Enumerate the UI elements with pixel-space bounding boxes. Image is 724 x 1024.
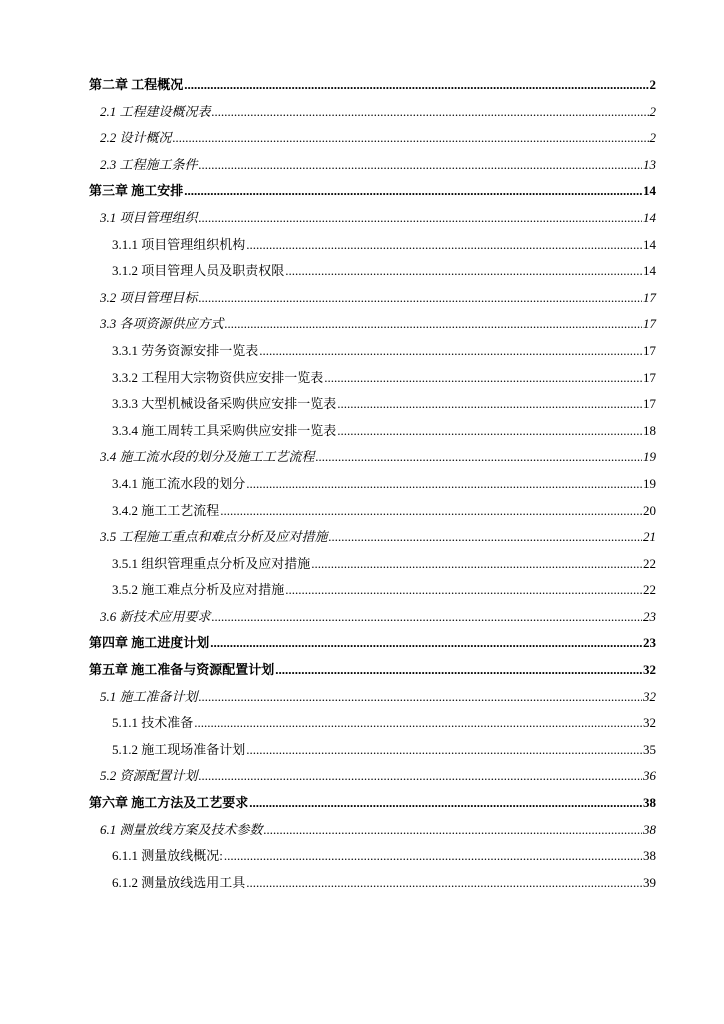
toc-dot-leader (212, 99, 649, 126)
table-of-contents (89, 72, 656, 896)
toc-section-entry[interactable] (89, 99, 656, 126)
toc-page-number: 17 (643, 316, 656, 332)
toc-dot-leader (199, 684, 642, 711)
toc-subsection-entry[interactable] (89, 870, 656, 897)
toc-section-entry[interactable] (89, 524, 656, 551)
toc-dot-leader (225, 311, 642, 338)
toc-entry-title: 3.4 施工流水段的划分及施工工艺流程 (100, 449, 315, 465)
toc-section-entry[interactable] (89, 444, 656, 471)
toc-page-number: 38 (643, 848, 656, 864)
toc-dot-leader (337, 391, 642, 418)
toc-entry-title: 第六章 施工方法及工艺要求 (89, 795, 249, 811)
toc-page-number: 14 (643, 209, 656, 225)
toc-dot-leader (220, 498, 642, 525)
toc-entry-title: 第五章 施工准备与资源配置计划 (89, 662, 275, 678)
toc-entry-title: 3.3 各项资源供应方式 (100, 316, 224, 332)
toc-dot-leader (199, 205, 642, 232)
toc-page-number: 20 (643, 502, 656, 518)
toc-dot-leader (184, 178, 642, 205)
toc-dot-leader (184, 72, 648, 99)
toc-dot-leader (316, 444, 642, 471)
toc-subsection-entry[interactable] (89, 577, 656, 604)
toc-entry-title: 3.5.2 施工难点分析及应对措施 (112, 582, 285, 598)
toc-entry-title: 3.4.2 施工工艺流程 (112, 502, 220, 518)
toc-page-number: 32 (643, 662, 656, 678)
toc-dot-leader (224, 843, 642, 870)
toc-chapter-entry[interactable] (89, 72, 656, 99)
toc-dot-leader (246, 870, 642, 897)
toc-dot-leader (212, 604, 642, 631)
toc-dot-leader (199, 763, 642, 790)
toc-subsection-entry[interactable] (89, 471, 656, 498)
toc-page-number: 23 (643, 608, 656, 624)
toc-page-number: 22 (643, 555, 656, 571)
toc-subsection-entry[interactable] (89, 498, 656, 525)
toc-page-number: 13 (643, 156, 656, 172)
toc-chapter-entry[interactable] (89, 630, 656, 657)
toc-page-number: 17 (643, 369, 656, 385)
toc-page-number: 38 (643, 821, 656, 837)
toc-entry-title: 3.4.1 施工流水段的划分 (112, 475, 246, 491)
toc-entry-title: 第三章 施工安排 (89, 183, 184, 199)
toc-chapter-entry[interactable] (89, 657, 656, 684)
toc-entry-title: 3.1.2 项目管理人员及职责权限 (112, 263, 285, 279)
toc-subsection-entry[interactable] (89, 418, 656, 445)
toc-subsection-entry[interactable] (89, 551, 656, 578)
toc-page-number: 36 (643, 768, 656, 784)
toc-entry-title: 3.3.1 劳务资源安排一览表 (112, 342, 259, 358)
toc-page-number: 2 (649, 103, 656, 119)
toc-page-number: 2 (649, 77, 656, 92)
toc-page-number: 17 (643, 396, 656, 412)
toc-entry-title: 3.1.1 项目管理组织机构 (112, 236, 246, 252)
toc-entry-title: 3.5 工程施工重点和难点分析及应对措施 (100, 529, 328, 545)
toc-page-number: 17 (643, 289, 656, 305)
toc-entry-title: 2.1 工程建设概况表 (100, 103, 211, 119)
toc-subsection-entry[interactable] (89, 843, 656, 870)
toc-entry-title: 3.2 项目管理目标 (100, 289, 198, 305)
toc-entry-title: 2.2 设计概况 (100, 130, 172, 146)
toc-dot-leader (246, 471, 642, 498)
toc-entry-title: 3.6 新技术应用要求 (100, 608, 211, 624)
toc-chapter-entry[interactable] (89, 790, 656, 817)
toc-dot-leader (259, 338, 642, 365)
toc-page-number: 18 (643, 422, 656, 438)
toc-page-number: 39 (643, 874, 656, 890)
toc-dot-leader (329, 524, 642, 551)
toc-dot-leader (199, 152, 642, 179)
toc-dot-leader (249, 790, 642, 817)
toc-section-entry[interactable] (89, 152, 656, 179)
toc-dot-leader (275, 657, 642, 684)
toc-subsection-entry[interactable] (89, 391, 656, 418)
toc-subsection-entry[interactable] (89, 737, 656, 764)
toc-entry-title: 3.1 项目管理组织 (100, 209, 198, 225)
toc-dot-leader (337, 418, 642, 445)
toc-page-number: 14 (643, 236, 656, 252)
toc-page-number: 21 (643, 529, 656, 545)
toc-chapter-entry[interactable] (89, 178, 656, 205)
toc-section-entry[interactable] (89, 125, 656, 152)
toc-dot-leader (285, 258, 642, 285)
toc-entry-title: 3.3.4 施工周转工具采购供应安排一览表 (112, 422, 337, 438)
toc-section-entry[interactable] (89, 604, 656, 631)
toc-entry-title: 5.2 资源配置计划 (100, 768, 198, 784)
toc-page-number: 32 (643, 688, 656, 704)
toc-page-number: 38 (643, 795, 656, 811)
toc-subsection-entry[interactable] (89, 258, 656, 285)
toc-page-number: 23 (643, 635, 656, 651)
toc-entry-title: 2.3 工程施工条件 (100, 156, 198, 172)
toc-page-number: 35 (643, 741, 656, 757)
toc-dot-leader (173, 125, 649, 152)
toc-entry-title: 3.3.3 大型机械设备采购供应安排一览表 (112, 396, 337, 412)
toc-entry-title: 6.1.2 测量放线选用工具 (112, 874, 246, 890)
toc-page-number: 19 (643, 449, 656, 465)
toc-page-number: 2 (649, 130, 656, 146)
toc-section-entry[interactable] (89, 285, 656, 312)
toc-page-number: 22 (643, 582, 656, 598)
toc-entry-title: 3.3.2 工程用大宗物资供应安排一览表 (112, 369, 324, 385)
toc-entry-title: 5.1.1 技术准备 (112, 715, 194, 731)
toc-page-number: 19 (643, 475, 656, 491)
toc-dot-leader (285, 577, 642, 604)
toc-dot-leader (246, 232, 642, 259)
toc-entry-title: 6.1.1 测量放线概况: (112, 848, 223, 864)
toc-dot-leader (264, 817, 642, 844)
toc-section-entry[interactable] (89, 205, 656, 232)
toc-entry-title: 3.5.1 组织管理重点分析及应对措施 (112, 555, 311, 571)
toc-section-entry[interactable] (89, 763, 656, 790)
toc-dot-leader (199, 285, 642, 312)
toc-dot-leader (246, 737, 642, 764)
toc-subsection-entry[interactable] (89, 338, 656, 365)
toc-dot-leader (194, 710, 642, 737)
toc-subsection-entry[interactable] (89, 365, 656, 392)
toc-section-entry[interactable] (89, 817, 656, 844)
toc-page-number: 17 (643, 342, 656, 358)
toc-dot-leader (210, 630, 642, 657)
toc-dot-leader (324, 365, 642, 392)
toc-dot-leader (311, 551, 642, 578)
toc-page-number: 14 (643, 183, 656, 199)
toc-entry-title: 5.1.2 施工现场准备计划 (112, 741, 246, 757)
toc-entry-title: 第二章 工程概况 (89, 77, 184, 92)
toc-section-entry[interactable] (89, 311, 656, 338)
toc-page-number: 14 (643, 263, 656, 279)
toc-entry-title: 5.1 施工准备计划 (100, 688, 198, 704)
toc-section-entry[interactable] (89, 684, 656, 711)
toc-subsection-entry[interactable] (89, 710, 656, 737)
toc-page-number: 32 (643, 715, 656, 731)
toc-subsection-entry[interactable] (89, 232, 656, 259)
toc-entry-title: 第四章 施工进度计划 (89, 635, 210, 651)
toc-entry-title: 6.1 测量放线方案及技术参数 (100, 821, 263, 837)
